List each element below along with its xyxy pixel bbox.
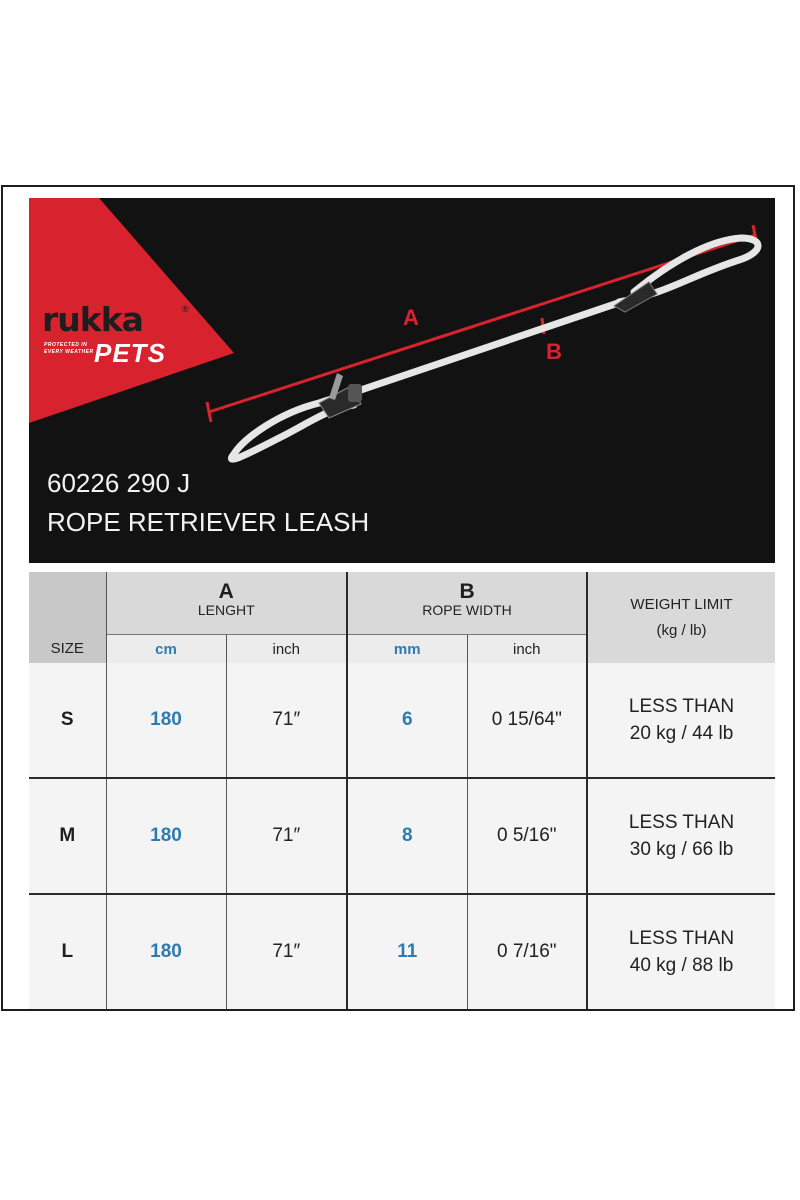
dimension-label-b: B xyxy=(546,339,562,364)
weight-limit-cell xyxy=(587,894,775,1009)
unit-inch-width: inch xyxy=(467,635,587,664)
size-chart-frame xyxy=(1,185,795,1011)
weight-limit-cell xyxy=(587,663,775,778)
product-hero-panel xyxy=(29,198,775,563)
brand-logo xyxy=(42,300,192,370)
length-letter: A xyxy=(218,580,234,603)
width-mm-cell: 6 xyxy=(347,663,467,778)
length-cm-cell: 180 xyxy=(106,778,226,894)
length-cm-cell: 180 xyxy=(106,663,226,778)
width-inch-cell: 0 7/16" xyxy=(467,894,587,1009)
length-cm-cell: 180 xyxy=(106,894,226,1009)
size-table xyxy=(29,572,775,1009)
size-cell: M xyxy=(29,778,106,894)
size-cell: S xyxy=(29,663,106,778)
width-inch-cell: 0 5/16" xyxy=(467,778,587,894)
weight-line2: 30 kg / 66 lb xyxy=(629,839,734,860)
weight-header-line2: (kg / lb) xyxy=(656,621,707,639)
table-row xyxy=(29,894,775,1009)
length-group-header xyxy=(106,572,347,635)
width-inch-cell: 0 15/64" xyxy=(467,663,587,778)
weight-line1: LESS THAN xyxy=(628,696,735,717)
width-mm-cell: 11 xyxy=(347,894,467,1009)
weight-header-line1: WEIGHT LIMIT xyxy=(630,595,733,613)
registered-mark: ® xyxy=(182,304,189,314)
length-desc: LENGHT xyxy=(197,602,255,618)
length-inch-cell: 71″ xyxy=(226,663,347,778)
width-mm-cell: 8 xyxy=(347,778,467,894)
width-desc: ROPE WIDTH xyxy=(422,602,512,618)
width-group-header xyxy=(347,572,587,635)
dimension-label-a: A xyxy=(403,305,419,330)
product-name: ROPE RETRIEVER LEASH xyxy=(47,507,370,537)
weight-limit-cell xyxy=(587,778,775,894)
size-header: SIZE xyxy=(29,572,106,663)
weight-line1: LESS THAN xyxy=(628,928,735,949)
length-inch-cell: 71″ xyxy=(226,778,347,894)
brand-sub: PETS xyxy=(94,338,166,368)
size-cell: L xyxy=(29,894,106,1009)
brand-tagline: PROTECTED IN EVERY WEATHER xyxy=(44,342,94,355)
unit-cm: cm xyxy=(106,635,226,664)
weight-line2: 40 kg / 88 lb xyxy=(629,955,734,976)
table-row xyxy=(29,778,775,894)
table-row xyxy=(29,663,775,778)
unit-inch-length: inch xyxy=(226,635,347,664)
width-letter: B xyxy=(459,580,475,603)
brand-name: rukka xyxy=(42,300,143,339)
snap-hook xyxy=(231,373,362,459)
unit-mm: mm xyxy=(347,635,467,664)
weight-line2: 20 kg / 44 lb xyxy=(629,723,734,744)
weight-line1: LESS THAN xyxy=(628,812,735,833)
length-inch-cell: 71″ xyxy=(226,894,347,1009)
dimension-line-a xyxy=(207,225,757,422)
product-code: 60226 290 J xyxy=(47,468,191,498)
weight-limit-header xyxy=(587,572,775,663)
